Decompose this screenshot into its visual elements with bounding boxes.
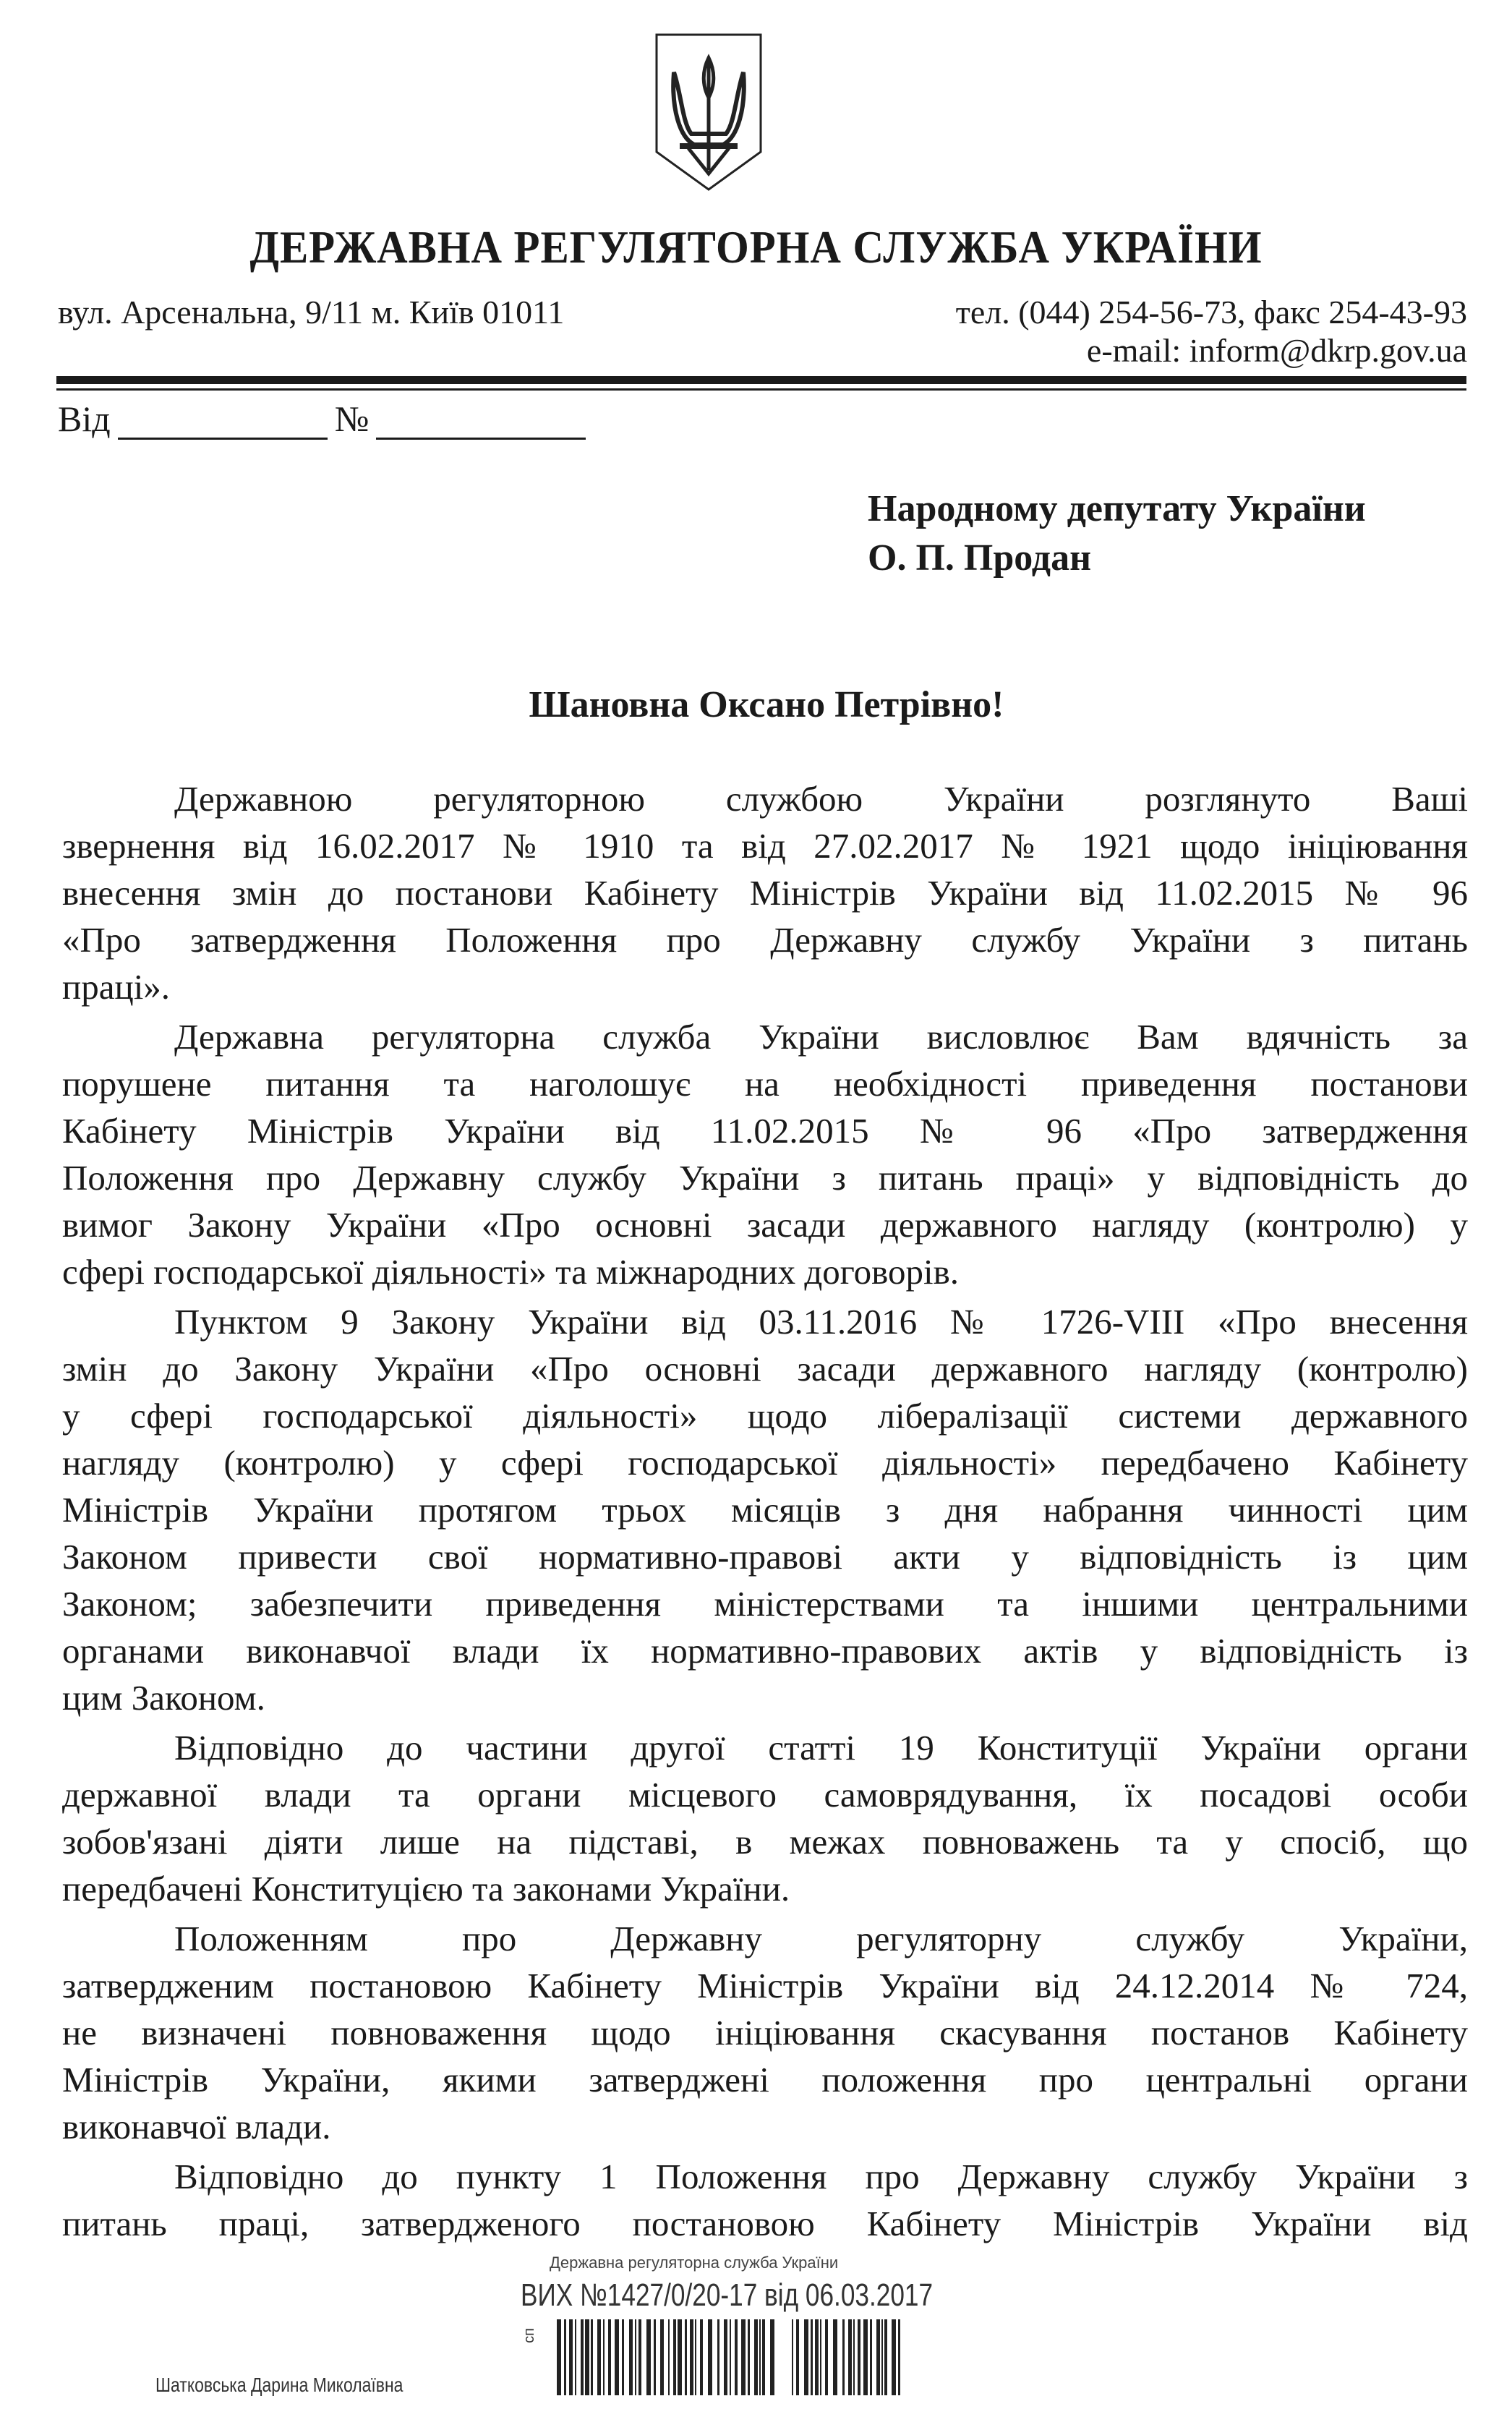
barcode-bar <box>815 2319 819 2395</box>
barcode-bar <box>870 2319 872 2395</box>
barcode-bar <box>622 2319 624 2395</box>
phone-fax: тел. (044) 254-56-73, факс 254-43-93 <box>955 294 1467 331</box>
paragraph-line: затвердженим постановою Кабінету Міністрів України від 24.12.2014 № 724, <box>62 1966 1468 2005</box>
addressee-name: О. П. Продан <box>868 537 1092 579</box>
barcode-bar <box>820 2319 821 2395</box>
header-rule-thick <box>56 376 1466 384</box>
paragraph-line: Положення про Державну службу України з питань праці» у відповідність до <box>62 1158 1468 1198</box>
barcode-bar <box>848 2319 852 2395</box>
paragraph-line: цим Законом. <box>62 1678 265 1718</box>
barcode-bar <box>792 2319 793 2395</box>
barcode <box>557 2319 904 2395</box>
paragraph-line: змін до Закону України «Про основні засади державного нагляду (контролю) <box>62 1349 1468 1389</box>
barcode-bar <box>759 2319 761 2395</box>
paragraph-line: Державна регуляторна служба України висловлює Вам вдячність за <box>174 1017 1468 1057</box>
paragraph-line: Міністрів України, якими затверджені положення про центральні органи <box>62 2060 1468 2099</box>
paragraph-line: у сфері господарської діяльності» щодо лібералізації системи державного <box>62 1396 1468 1436</box>
paragraph <box>62 1724 1468 1912</box>
barcode-bar <box>591 2319 593 2395</box>
paragraph-line: Відповідно до частини другої статті 19 Конституції України органи <box>174 1728 1468 1768</box>
barcode-bar <box>796 2319 799 2395</box>
paragraph-line: державної влади та органи місцевого самоврядування, їх посадові особи <box>62 1775 1468 1815</box>
barcode-bar <box>842 2319 845 2395</box>
barcode-bar <box>608 2319 611 2395</box>
from-number-line <box>58 398 593 440</box>
paragraph-line: зобов'язані діяти лише на підставі, в межах повноважень та у спосіб, що <box>62 1822 1468 1862</box>
stamp-code: сп <box>521 2328 537 2343</box>
paragraph-line: виконавчої влади. <box>62 2107 331 2146</box>
barcode-bar <box>754 2319 758 2395</box>
executor-name: Шатковська Дарина Миколаївна <box>155 2374 403 2396</box>
barcode-bar <box>748 2319 750 2395</box>
paragraph-line: порушене питання та наголошує на необхідності приведення постанови <box>62 1064 1468 1104</box>
paragraph-line: сфері господарської діяльності» та міжнародних договорів. <box>62 1252 959 1292</box>
barcode-bar <box>660 2319 664 2395</box>
addressee <box>868 485 1366 583</box>
paragraph-line: Пунктом 9 Закону України від 03.11.2016 № 1726-VIII «Про внесення <box>174 1302 1468 1342</box>
email: e-mail: inform@dkrp.gov.ua <box>1086 332 1467 369</box>
paragraph-line: звернення від 16.02.2017 № 1910 та від 27.02.2017 № 1921 щодо ініціювання <box>62 826 1468 866</box>
paragraph-line: передбачені Конституцією та законами України. <box>62 1869 790 1909</box>
paragraph-line: Державною регуляторною службою України розглянуто Ваші <box>174 779 1468 819</box>
paragraph-line: Міністрів України протягом трьох місяців з дня набрання чинності цим <box>62 1490 1468 1530</box>
barcode-bar <box>575 2319 576 2395</box>
barcode-bar <box>646 2319 651 2395</box>
paragraph-line: не визначені повноваження щодо ініціювання скасування постанов Кабінету <box>62 2013 1468 2052</box>
barcode-bar <box>858 2319 860 2395</box>
date-blank <box>118 403 328 440</box>
barcode-bar <box>825 2319 828 2395</box>
barcode-bar <box>585 2319 589 2395</box>
barcode-bar <box>804 2319 808 2395</box>
barcode-bar <box>892 2319 896 2395</box>
barcode-bar <box>898 2319 900 2395</box>
barcode-bar <box>730 2319 731 2395</box>
paragraph-line: нагляду (контролю) у сфері господарської діяльності» передбачено Кабінету <box>62 1443 1468 1483</box>
paragraph-line: органами виконавчої влади їх нормативно-правових актів у відповідність із <box>62 1631 1468 1671</box>
paragraph-line: Відповідно до пункту 1 Положення про Державну службу України з <box>174 2157 1468 2196</box>
barcode-bar <box>724 2319 727 2395</box>
barcode-bar <box>690 2319 693 2395</box>
barcode-bar <box>770 2319 774 2395</box>
addressee-title: Народному депутату України <box>868 488 1366 529</box>
barcode-bar <box>638 2319 641 2395</box>
barcode-bar <box>876 2319 880 2395</box>
paragraph <box>62 1915 1468 2150</box>
barcode-bar <box>735 2319 738 2395</box>
barcode-bar <box>695 2319 696 2395</box>
barcode-bar <box>603 2319 605 2395</box>
greeting: Шановна Оксано Петрівно! <box>529 684 1004 725</box>
barcode-bar <box>863 2319 868 2395</box>
barcode-bar <box>654 2319 656 2395</box>
barcode-bar <box>708 2319 712 2395</box>
barcode-bar <box>762 2319 765 2395</box>
barcode-bar <box>557 2319 561 2395</box>
from-label: Від <box>58 398 111 439</box>
barcode-bar <box>564 2319 566 2395</box>
barcode-bar <box>678 2319 682 2395</box>
paragraph-line: Положенням про Державну регуляторну службу України, <box>174 1919 1468 1958</box>
barcode-bar <box>717 2319 719 2395</box>
letter-body <box>62 775 1468 2250</box>
header-rule-thin <box>56 388 1466 391</box>
paragraph-line: праці». <box>62 967 171 1007</box>
paragraph-line: «Про затвердження Положення про Державну службу України з питань <box>62 920 1468 960</box>
paragraph <box>62 1298 1468 1721</box>
paragraph <box>62 775 1468 1010</box>
barcode-bar <box>569 2319 573 2395</box>
barcode-bar <box>700 2319 703 2395</box>
paragraph-line: питань праці, затвердженого постановою Кабінету Міністрів України від <box>62 2204 1468 2243</box>
outgoing-number-stamp: ВИХ №1427/0/20-17 від 06.03.2017 <box>521 2277 934 2313</box>
number-label: № <box>334 398 370 439</box>
paragraph-line: Законом привести свої нормативно-правові акти у відповідність із цим <box>62 1537 1468 1577</box>
paragraph-line: Кабінету Міністрів України від 11.02.2015 № 96 «Про затвердження <box>62 1111 1468 1151</box>
barcode-bar <box>685 2319 687 2395</box>
barcode-bar <box>811 2319 813 2395</box>
paragraph-line: вимог Закону України «Про основні засади державного нагляду (контролю) у <box>62 1205 1468 1245</box>
barcode-bar <box>635 2319 636 2395</box>
organization-name: ДЕРЖАВНА РЕГУЛЯТОРНА СЛУЖБА УКРАЇНИ <box>249 221 1263 273</box>
stamp-organization: Державна регуляторна служба України <box>550 2254 839 2272</box>
paragraph <box>62 2153 1468 2247</box>
barcode-bar <box>833 2319 837 2395</box>
barcode-bar <box>581 2319 584 2395</box>
paragraph-line: внесення змін до постанови Кабінету Міністрів України від 11.02.2015 № 96 <box>62 873 1468 913</box>
paragraph <box>62 1013 1468 1295</box>
barcode-bar <box>884 2319 887 2395</box>
barcode-bar <box>853 2319 855 2395</box>
number-blank <box>376 403 586 440</box>
barcode-bar <box>741 2319 746 2395</box>
barcode-bar <box>673 2319 676 2395</box>
barcode-bar <box>597 2319 601 2395</box>
trident-emblem-icon <box>651 29 766 192</box>
paragraph-line: Законом; забезпечити приведення міністерствами та іншими центральними <box>62 1584 1468 1624</box>
barcode-bar <box>881 2319 883 2395</box>
barcode-bar <box>668 2319 670 2395</box>
barcode-bar <box>615 2319 619 2395</box>
barcode-bar <box>629 2319 633 2395</box>
address: вул. Арсенальна, 9/11 м. Київ 01011 <box>58 294 565 331</box>
